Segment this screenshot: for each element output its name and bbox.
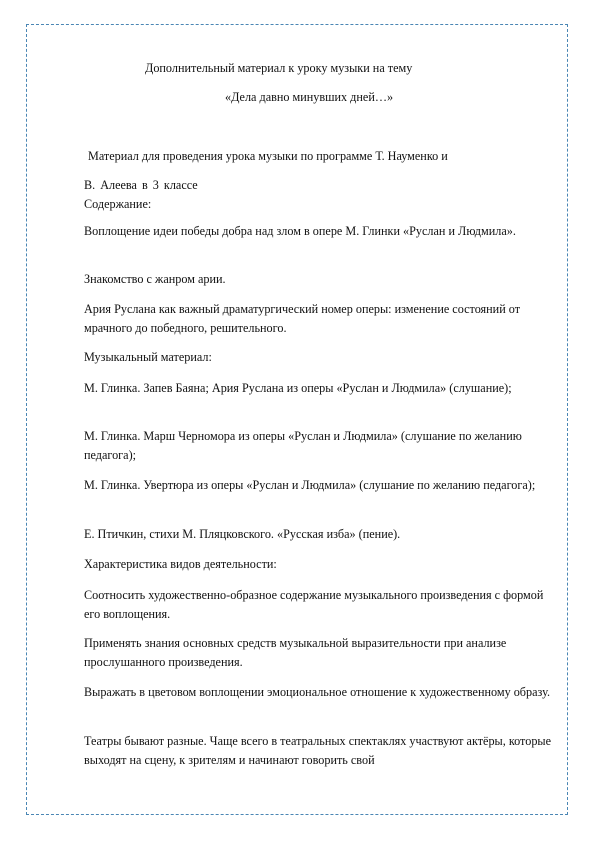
paragraph-theatres: Театры бывают разные. Чаще всего в театральных спектаклях участвуют актёры, которые выходят на сцену, к зрителям и начинают говорить свой: [84, 734, 552, 767]
paragraph-activity-3: Выражать в цветовом воплощении эмоциональное отношение к художественному образу.: [84, 685, 550, 699]
paragraph-activity-1: Соотносить художественно-образное содержание музыкального произведения с формой его воплощения.: [84, 588, 544, 621]
paragraph-aria-genre: Знакомство с жанром арии.: [84, 272, 226, 286]
content-heading: Содержание:: [84, 197, 152, 211]
paragraph-idea: Воплощение идеи победы добра над злом в опере М. Глинки «Руслан и Людмила».: [84, 224, 516, 238]
paragraph-material-2: М. Глинка. Марш Черномора из оперы «Руслан и Людмила» (слушание по желанию педагога);: [84, 429, 522, 462]
paragraph-ruslan-aria: Ария Руслана как важный драматургический номер оперы: изменение состояний от мрачного до победного, решительного.: [84, 302, 521, 335]
paragraph-activity-2: Применять знания основных средств музыкальной выразительности при анализе прослушанного произведения.: [84, 636, 507, 669]
paragraph-activity-heading: Характеристика видов деятельности:: [84, 557, 277, 571]
title-line-1: Дополнительный материал к уроку музыки на тему: [145, 61, 413, 75]
paragraph-material-3: М. Глинка. Увертюра из оперы «Руслан и Людмила» (слушание по желанию педагога);: [84, 478, 536, 492]
paragraph-material-4: Е. Птичкин, стихи М. Пляцковского. «Русская изба» (пение).: [84, 527, 401, 541]
title-line-2: «Дела давно минувших дней…»: [225, 90, 394, 104]
intro-line-2: В. Алеева в 3 классе: [84, 178, 198, 192]
paragraph-music-material-heading: Музыкальный материал:: [84, 350, 212, 364]
paragraph-material-1: М. Глинка. Запев Баяна; Ария Руслана из оперы «Руслан и Людмила» (слушание);: [84, 381, 512, 395]
intro-line-1: Материал для проведения урока музыки по программе Т. Науменко и: [88, 149, 448, 163]
